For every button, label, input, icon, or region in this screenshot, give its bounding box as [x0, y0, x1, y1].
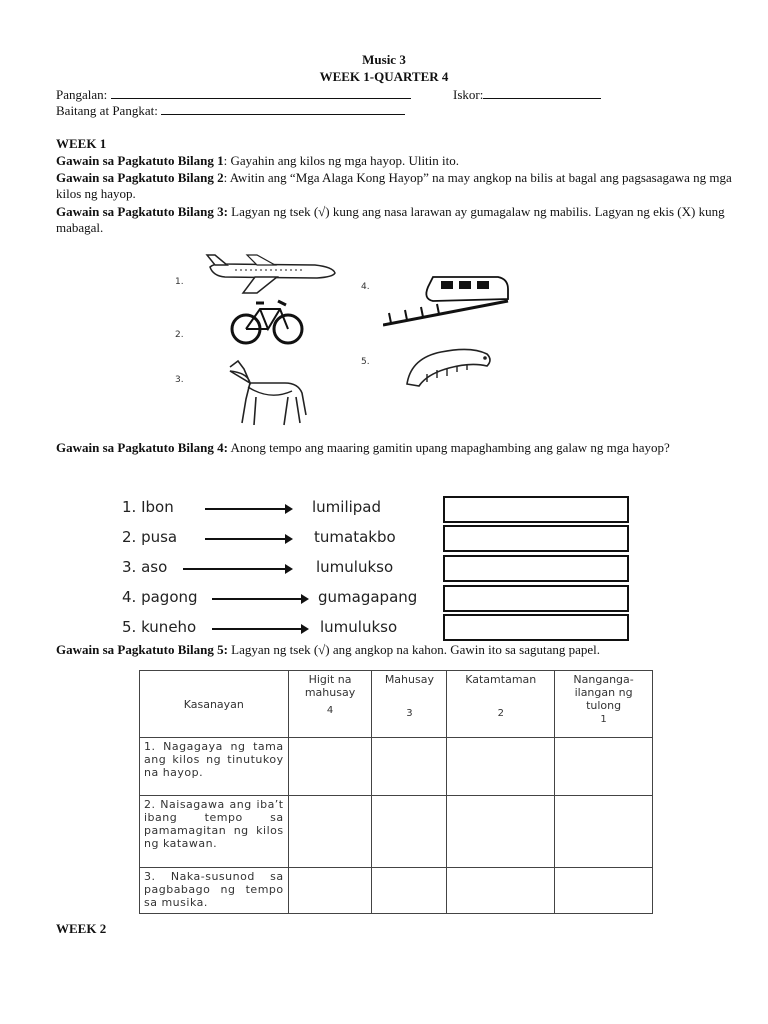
column-score-2: 2: [497, 708, 504, 719]
matching-action-1: lumilipad: [312, 498, 382, 516]
column-score-3: 3: [406, 708, 413, 719]
task5: [56, 642, 756, 658]
task4-text: Anong tempo ang maaring gamitin upang mapaghambing ang galaw ng mga hayop?: [227, 440, 670, 455]
task5-label: Gawain sa Pagkatuto Bilang 5:: [56, 642, 228, 657]
task4: [56, 440, 756, 456]
task2-text: : Awitin ang “Mga Alaga Kong Hayop” na may angkop na bilis at bagal ang pagsasagawa ng mga kilos ng hayop.: [56, 170, 732, 201]
grade-line: [56, 103, 756, 119]
picture-number-3: 3.: [175, 375, 184, 385]
matching-animal-3: 3. aso: [122, 558, 168, 576]
task1-text: : Gayahin ang kilos ng mga hayop. Ulitin ito.: [223, 153, 460, 168]
check-cell[interactable]: [447, 796, 555, 868]
score-label: Iskor:: [453, 87, 484, 102]
criterion-2: 2. Naisagawa ang iba’t ibang tempo sa pamamagitan ng kilos ng katawan.: [140, 796, 289, 868]
check-cell[interactable]: [372, 738, 447, 796]
column-header-3: [372, 671, 447, 738]
answer-box-4[interactable]: [443, 585, 629, 612]
criterion-3: 3. Naka-susunod sa pagbabago ng tempo sa musika.: [140, 868, 289, 914]
task1: [56, 153, 756, 169]
check-cell[interactable]: [288, 796, 372, 868]
check-cell[interactable]: [288, 738, 372, 796]
caterpillar-icon: [401, 340, 496, 390]
arrow-icon: [205, 538, 287, 540]
document-subtitle: WEEK 1-QUARTER 4: [319, 69, 449, 84]
matching-action-4: gumagapang: [318, 588, 418, 606]
column-header-1: [555, 671, 653, 738]
rubric-row-1: [140, 738, 653, 796]
column-label-2: Katamtaman: [465, 673, 537, 686]
rubric-row-2: [140, 796, 653, 868]
matching-action-5: lumulukso: [320, 618, 398, 636]
picture-area: [165, 245, 515, 440]
bicycle-icon: [230, 297, 305, 347]
week1-heading: WEEK 1: [56, 136, 107, 151]
name-label: Pangalan:: [56, 87, 108, 102]
column-label-3: Mahusay: [384, 673, 434, 686]
arrow-icon: [205, 508, 287, 510]
answer-box-5[interactable]: [443, 614, 629, 641]
answer-box-2[interactable]: [443, 525, 629, 552]
picture-number-4: 4.: [361, 282, 370, 292]
check-cell[interactable]: [447, 868, 555, 914]
airplane-icon: [205, 249, 340, 295]
train-icon: [383, 269, 513, 329]
picture-number-2: 2.: [175, 330, 184, 340]
check-cell[interactable]: [288, 868, 372, 914]
matching-action-2: tumatakbo: [314, 528, 396, 546]
check-cell[interactable]: [555, 868, 653, 914]
matching-action-3: lumulukso: [316, 558, 394, 576]
horse-icon: [220, 357, 310, 432]
rubric-table: [139, 670, 653, 914]
column-header-2: [447, 671, 555, 738]
check-cell[interactable]: [555, 738, 653, 796]
task3: [56, 204, 756, 236]
grade-field[interactable]: [161, 103, 405, 115]
answer-box-1[interactable]: [443, 496, 629, 523]
column-label-1: Nanganga-ilangan ng tulong: [573, 673, 634, 712]
task2-label: Gawain sa Pagkatuto Bilang 2: [56, 170, 224, 185]
rubric-header-row: [140, 671, 653, 738]
arrow-icon: [212, 628, 303, 630]
name-line: [56, 87, 756, 103]
grade-label: Baitang at Pangkat:: [56, 103, 158, 118]
check-cell[interactable]: [555, 796, 653, 868]
task4-label: Gawain sa Pagkatuto Bilang 4:: [56, 440, 228, 455]
column-header-4: [288, 671, 372, 738]
column-score-1: 1: [600, 714, 607, 725]
name-field[interactable]: [111, 87, 411, 99]
picture-number-1: 1.: [175, 277, 184, 287]
skill-header: Kasanayan: [140, 671, 289, 738]
arrow-icon: [212, 598, 303, 600]
document-title: Music 3: [362, 52, 406, 67]
task5-text: Lagyan ng tsek (√) ang angkop na kahon. Gawin ito sa sagutang papel.: [227, 642, 601, 657]
column-label-4: Higit na mahusay: [304, 673, 356, 699]
score-field[interactable]: [483, 87, 601, 99]
matching-animal-5: 5. kuneho: [122, 618, 197, 636]
column-score-4: 4: [326, 705, 334, 716]
check-cell[interactable]: [372, 868, 447, 914]
matching-animal-1: 1. Ibon: [122, 498, 174, 516]
check-cell[interactable]: [372, 796, 447, 868]
arrow-icon: [183, 568, 287, 570]
task3-label: Gawain sa Pagkatuto Bilang 3:: [56, 204, 228, 219]
rubric-row-3: [140, 868, 653, 914]
task3-text: Lagyan ng tsek (√) kung ang nasa larawan ay gumagalaw ng mabilis. Lagyan ng ekis (X) kung mabagal.: [56, 204, 725, 235]
answer-box-3[interactable]: [443, 555, 629, 582]
picture-number-5: 5.: [361, 357, 370, 367]
task1-label: Gawain sa Pagkatuto Bilang 1: [56, 153, 224, 168]
matching-animal-2: 2. pusa: [122, 528, 178, 546]
matching-animal-4: 4. pagong: [122, 588, 198, 606]
week2-heading: WEEK 2: [56, 921, 107, 936]
task2: [56, 170, 756, 202]
check-cell[interactable]: [447, 738, 555, 796]
criterion-1: 1. Nagagaya ng tama ang kilos ng tinutukoy na hayop.: [140, 738, 289, 796]
